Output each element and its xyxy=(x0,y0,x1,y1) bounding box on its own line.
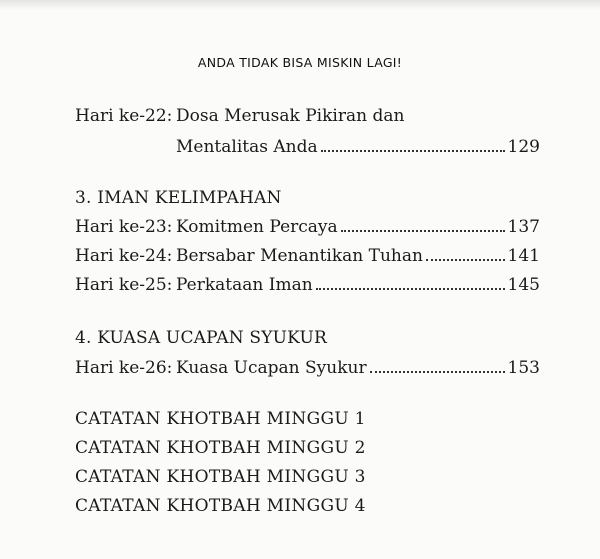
toc-page-number: 137 xyxy=(507,217,540,237)
sermon-note-4: CATATAN KHOTBAH MINGGU 4 xyxy=(75,496,366,516)
dot-leader xyxy=(341,229,505,232)
dot-leader xyxy=(426,258,505,261)
toc-entry-title: Komitmen Percaya xyxy=(176,217,338,237)
toc-entry-title: Perkataan Iman xyxy=(176,275,313,295)
section-heading-4: 4. KUASA UCAPAN SYUKUR xyxy=(75,328,327,348)
toc-entry-prefix: Hari ke-25: xyxy=(75,275,173,295)
sermon-note-2: CATATAN KHOTBAH MINGGU 2 xyxy=(75,438,366,458)
page-top-edge xyxy=(0,0,600,10)
toc-entry-23 xyxy=(75,216,540,238)
toc-entry-prefix: Hari ke-23: xyxy=(75,217,173,237)
toc-page-number: 145 xyxy=(507,275,540,295)
toc-entry-25 xyxy=(75,274,540,296)
toc-entry-title: Kuasa Ucapan Syukur xyxy=(176,358,367,378)
running-header: ANDA TIDAK BISA MISKIN LAGI! xyxy=(197,55,403,70)
toc-entry-22-line2 xyxy=(75,136,540,158)
toc-entry-prefix: Hari ke-24: xyxy=(75,246,173,266)
toc-page-number: 141 xyxy=(507,246,540,266)
dot-leader xyxy=(316,287,505,290)
toc-page-number: 153 xyxy=(507,358,540,378)
toc-entry-22-line1 xyxy=(75,105,540,127)
toc-entry-26 xyxy=(75,357,540,379)
dot-leader xyxy=(370,370,505,373)
toc-page-number: 129 xyxy=(507,137,540,157)
sermon-note-3: CATATAN KHOTBAH MINGGU 3 xyxy=(75,467,366,487)
toc-entry-prefix: Hari ke-26: xyxy=(75,358,173,378)
toc-entry-prefix: Hari ke-22: xyxy=(75,106,173,126)
sermon-note-1: CATATAN KHOTBAH MINGGU 1 xyxy=(75,409,366,429)
toc-entry-24 xyxy=(75,245,540,267)
toc-entry-title: Bersabar Menantikan Tuhan xyxy=(176,246,423,266)
toc-entry-title-cont: Mentalitas Anda xyxy=(176,137,318,157)
dot-leader xyxy=(321,149,505,152)
section-heading-3: 3. IMAN KELIMPAHAN xyxy=(75,188,282,208)
toc-entry-title: Dosa Merusak Pikiran dan xyxy=(176,106,405,126)
